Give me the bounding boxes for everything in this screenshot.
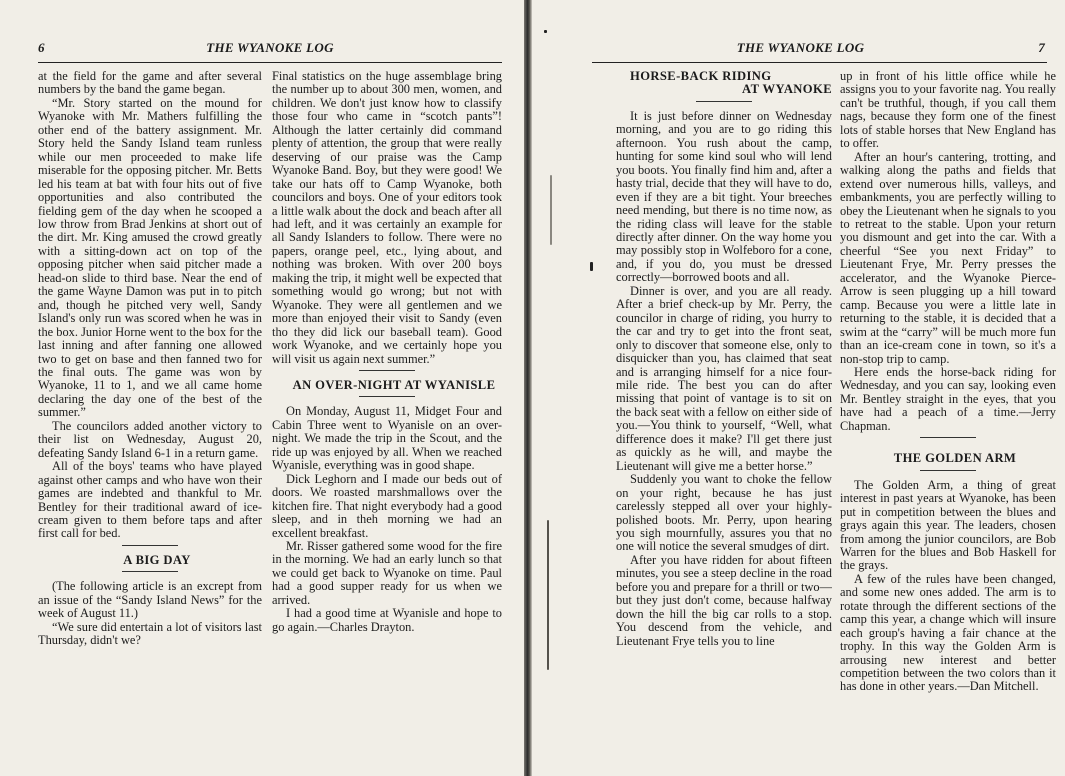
paragraph: up in front of his little office while he assigns you to your favorite nag. You really can't be truthful, though, if you call them nags, because they form one of the finest lots of stable horses that New England has to offer. — [840, 70, 1056, 151]
column-3 — [616, 70, 832, 758]
paragraph: Mr. Risser gathered some wood for the fire in the morning. We had an early lunch so that we could get back to Wyanoke on time. Paul had a good supper ready for us when we arrived. — [272, 538, 502, 607]
section-divider — [122, 571, 178, 572]
column-4 — [840, 70, 1056, 758]
paragraph: I had a good time at Wyanisle and hope to go again.—Charles Drayton. — [272, 606, 502, 634]
paragraph: After you have ridden for about fifteen minutes, you see a steep decline in the road before you and prepare for a thrill or two—but they just don't come, because halfway down the hill the big car rolls to a stop. You descend from the vehicle, and Lieutenant Frye tells you to line — [616, 552, 832, 648]
paragraph: Final statistics on the huge assemblage bring the number up to about 300 men, women, and children. We don't just know how to classify those four who came in “scotch pants”! Although the latter certainly did command plenty of attention, the group that were really deserving of our praise was the Camp Wyanoke Band. Boy, but they were good! We take our hats off to Camp Wyanoke, both councilors and boys. One of your editors took a little walk about the dock and beach after all had left, and it was certainly an example for all Sandy Islanders to follow. There were no papers, orange peel, etc., lying about, and nothing was broken. With over 200 boys making the trip, it might well be expected that something would go wrong; but not with Wyanoke. They were all gentlemen and we more than enjoyed their visit to Sandy (even tho they did lick our baseball team). Good work Wyanoke, and we certainly hope you will visit us again next summer.” — [272, 70, 502, 366]
paragraph: On Monday, August 11, Midget Four and Cabin Three went to Wyanisle on an over-night. We made the trip in the Scout, and the ride up was enjoyed by all. When we reached Wyanisle, everything was in good shape. — [272, 404, 502, 473]
margin-mark — [590, 262, 593, 271]
paragraph: It is just before dinner on Wednesday morning, and you are to go riding this afternoon. You rush about the camp, hunting for some kind soul who will lend you boots. You finally find him and, after a hasty trial, decide that they will have to do, even if they are a bit tight. Your breeches need mending, but there is no time now, as the riding class will leave for the stable directly after dinner. On the way home you may possibly stop in Wolfeboro for a cone, and, if you do, you must be dressed correctly—borrowed boots and all. — [616, 108, 832, 285]
article-heading-horseback-line2: AT WYANOKE — [742, 82, 832, 97]
book-gutter — [524, 0, 532, 776]
paragraph: “Mr. Story started on the mound for Wyanoke with Mr. Mathers fulfilling the other end of the battery assignment. Mr. Story held the Sandy Island team runless while our men proceeded to make life miserable for the opposing pitcher. Mr. Betts led his team at bat with four hits out of five opportunities and also contributed the fielding gem of the day when he scooped a low throw from Brad Jenkins at short out of the dirt. Mr. King amused the crowd greatly with a sitting-down act on top of the opposing pitcher when said pitcher made a head-on slide to third base. Near the end of the game Wayne Damon was put in to pitch and, though he pitched very well, Sandy Island's only run was scored when he was in the box. Junior Horne went to the box for the last inning and after fanning one allowed two to get on base and then fanned two for the final outs. The game was won by Wyanoke, 11 to 1, and we all came home declaring the day one of the best of the summer.” — [38, 95, 262, 420]
column-2 — [272, 70, 502, 758]
paragraph: Dick Leghorn and I made our beds out of doors. We roasted marshmallows over the kitchen fire. That night everybody had a good sleep, and in theh morning we had an excellent breakfast. — [272, 471, 502, 540]
article-heading-golden-arm: THE GOLDEN ARM — [893, 451, 1017, 466]
article-heading-overnight: AN OVER-NIGHT AT WYANISLE — [292, 377, 496, 392]
paragraph: The councilors added another victory to their list on Wednesday, August 20, defeating Sandy Island 6-1 in a return game. — [38, 418, 262, 460]
margin-mark — [550, 175, 552, 245]
section-divider — [696, 101, 752, 102]
section-divider — [359, 396, 415, 397]
page-number: 7 — [1038, 40, 1045, 55]
header-rule — [38, 62, 502, 63]
margin-mark — [544, 30, 547, 33]
section-divider — [359, 370, 415, 371]
paragraph: at the field for the game and after several numbers by the band the game began. — [38, 70, 262, 97]
margin-mark — [547, 520, 549, 670]
column-1 — [38, 70, 262, 758]
section-divider — [920, 470, 976, 471]
paragraph: Dinner is over, and you are all ready. After a brief check-up by Mr. Perry, the councilor in charge of riding, you hurry to the car and try to get into the front seat, only to discover that someone else, only to disquicker than you, has claimed that seat and is arranging himself for a nice four-mile ride. The best you can do after missing that point of vantage is to sit on the back seat with a fellow on either side of you.—You think to yourself, “Well, what difference does it make? I'll get there just as quickly as he will, and maybe the Lieutenant will give me a better horse.” — [616, 283, 832, 473]
paragraph: (The following article is an excrept from an issue of the “Sandy Island News” for the week of August 11.) — [38, 579, 262, 621]
right-page — [532, 0, 1065, 776]
section-divider — [920, 437, 976, 438]
section-divider — [122, 545, 178, 546]
running-head: THE WYANOKE LOG — [736, 40, 865, 55]
article-heading-big-day: A BIG DAY — [123, 552, 191, 567]
paragraph: The Golden Arm, a thing of great interest in past years at Wyanoke, has been put in competition between the blues and grays again this year. The leaders, chosen from among the junior councilors, are Bob Warren for the blues and Bob Haskell for the grays. — [840, 477, 1056, 573]
paragraph: After an hour's cantering, trotting, and walking along the paths and fields that extend over numerous hills, valleys, and embankments, you are perfectly willing to obey the Lieutenant when he signals to you to retreat to the stable. Upon your return you dismount and get into the car. With a cheerful “See you next Friday” to Lieutenant Frye, Mr. Perry presses the accelerator, and the Wyanoke Pierce-Arrow is seen plugging up a hill toward camp. Because you were a little late in returning to the stable, it is decided that a swim at the “carry” will be much more fun than an ice-cream cone in town, so it's a non-stop trip to camp. — [840, 149, 1056, 366]
running-head: THE WYANOKE LOG — [206, 40, 334, 55]
article-heading-horseback: HORSE-BACK RIDING — [630, 70, 772, 83]
page-header-left — [38, 40, 502, 58]
paragraph: Here ends the horse-back riding for Wednesday, and you can say, looking even Mr. Bentley straight in the eyes, that you have had a peach of a time.—Jerry Chapman. — [840, 364, 1056, 433]
paragraph: Suddenly you want to choke the fellow on your right, because he has just carelessly stepped all over your highly-polished boots. Mr. Perry, upon hearing you sigh mournfully, assures you that no one will notice the several smudges of dirt. — [616, 472, 832, 554]
header-rule — [592, 62, 1047, 63]
paragraph: A few of the rules have been changed, and some new ones added. The arm is to rotate through the different sections of the camp this year, a change which will insure each group's having a fair chance at the trophy. In this way the Golden Arm is arrousing new interest and better competition between the two colors than it has done in other years.—Dan Mitchell. — [840, 571, 1056, 694]
left-page — [0, 0, 524, 776]
paragraph: All of the boys' teams who have played against other camps and who have won their games are indebted and thankful to Mr. Bentley for their traditional award of ice-cream given to them before taps and after first call for bed. — [38, 459, 262, 541]
page-header-right — [556, 40, 1045, 58]
paragraph: “We sure did entertain a lot of visitors last Thursday, didn't we? — [38, 619, 262, 648]
page-number: 6 — [38, 40, 45, 55]
